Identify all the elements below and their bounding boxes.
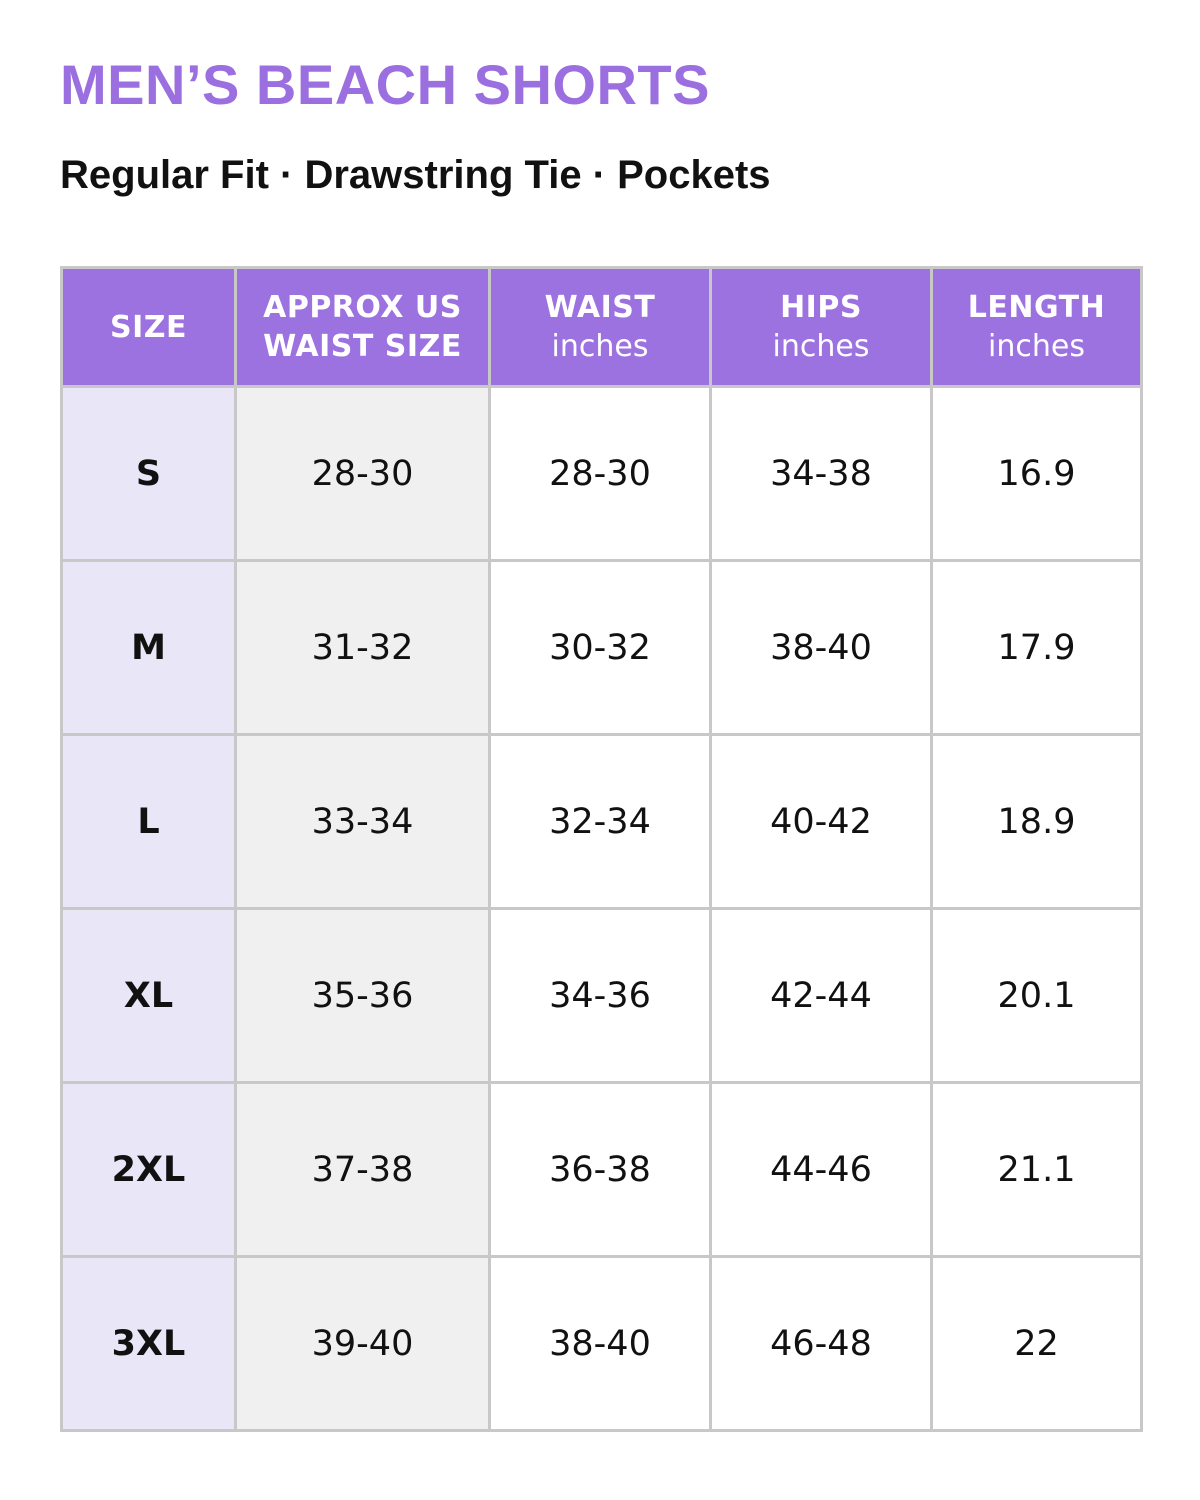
table-row [62, 909, 1142, 1083]
size-cell: 2XL [62, 1083, 236, 1257]
header-size [62, 268, 236, 387]
header-label: WAIST [544, 290, 656, 325]
header-unit: inches [988, 329, 1085, 364]
hips-cell: 42-44 [711, 909, 932, 1083]
header-unit: inches [551, 329, 649, 364]
us-waist-cell: 28-30 [236, 387, 490, 561]
us-waist-cell: 37-38 [236, 1083, 490, 1257]
header-label: SIZE [109, 309, 187, 345]
header-unit: inches [772, 329, 870, 364]
size-cell: L [62, 735, 236, 909]
length-cell: 16.9 [932, 387, 1142, 561]
length-cell: 22 [932, 1257, 1142, 1431]
table-row [62, 1257, 1142, 1431]
hips-cell: 46-48 [711, 1257, 932, 1431]
header-waist [490, 268, 711, 387]
header-length [932, 268, 1142, 387]
product-features: Regular Fit · Drawstring Tie · Pockets [60, 153, 771, 197]
length-cell: 17.9 [932, 561, 1142, 735]
table-row [62, 1083, 1142, 1257]
table-row [62, 735, 1142, 909]
table-row [62, 561, 1142, 735]
us-waist-cell: 39-40 [236, 1257, 490, 1431]
header-row [62, 268, 1142, 387]
us-waist-cell: 31-32 [236, 561, 490, 735]
header-label: HIPS [780, 290, 862, 325]
table-row [62, 387, 1142, 561]
size-cell: XL [62, 909, 236, 1083]
size-cell: 3XL [62, 1257, 236, 1431]
header-label: LENGTH [967, 290, 1106, 325]
waist-cell: 28-30 [490, 387, 711, 561]
waist-cell: 34-36 [490, 909, 711, 1083]
length-cell: 21.1 [932, 1083, 1142, 1257]
hips-cell: 40-42 [711, 735, 932, 909]
header-hips [711, 268, 932, 387]
length-cell: 20.1 [932, 909, 1142, 1083]
page-title: MEN’S BEACH SHORTS [60, 53, 710, 116]
waist-cell: 30-32 [490, 561, 711, 735]
header-approx-us-waist [236, 268, 490, 387]
waist-cell: 38-40 [490, 1257, 711, 1431]
hips-cell: 38-40 [711, 561, 932, 735]
header-label: APPROX US WAIST SIZE [263, 290, 462, 364]
size-cell: M [62, 561, 236, 735]
hips-cell: 34-38 [711, 387, 932, 561]
size-chart-table [60, 266, 1143, 1432]
size-cell: S [62, 387, 236, 561]
length-cell: 18.9 [932, 735, 1142, 909]
waist-cell: 36-38 [490, 1083, 711, 1257]
hips-cell: 44-46 [711, 1083, 932, 1257]
us-waist-cell: 33-34 [236, 735, 490, 909]
waist-cell: 32-34 [490, 735, 711, 909]
us-waist-cell: 35-36 [236, 909, 490, 1083]
